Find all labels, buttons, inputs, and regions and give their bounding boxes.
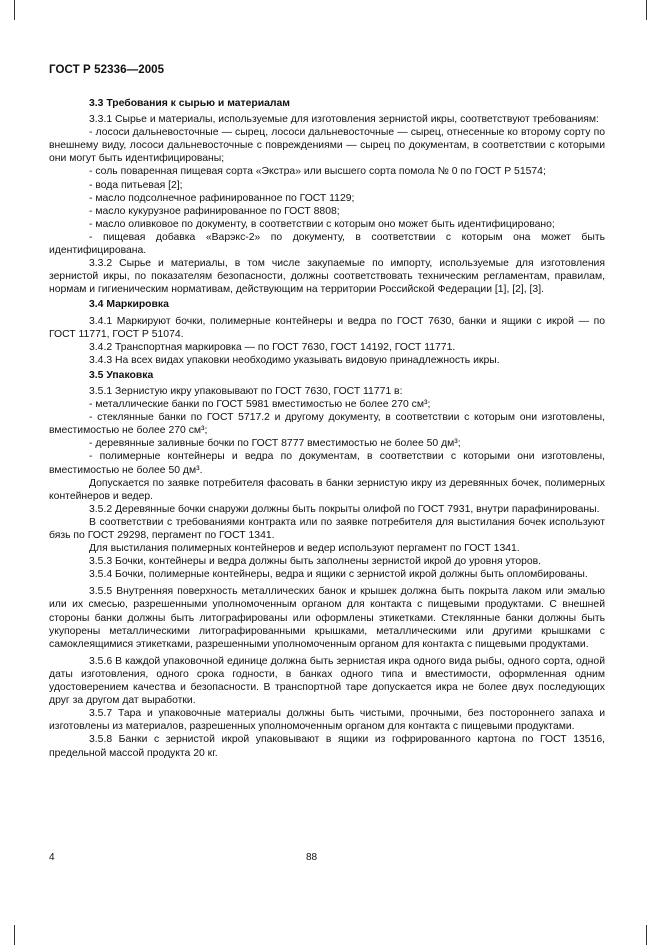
paragraph: - соль поваренная пищевая сорта «Экстра» или высшего сорта помола № 0 по ГОСТ Р 51574; <box>89 166 546 178</box>
paragraph: - вода питьевая [2]; <box>89 179 183 191</box>
paragraph: 3.5.6 В каждой упаковочной единице должна быть зернистая икра одного вида рыбы, одного сорта, одной даты изготовления, одного срока годности, в банках одного типа и вместимости, оформленная одним удостоверением качества и безопасности. В транспортной таре допускается икра не более двух последующих друг за другом дат выработки. <box>49 655 605 707</box>
paragraph: - полимерные контейнеры и ведра по документам, в соответствии с которыми они изготовлены, вместимостью не более 50 дм³. <box>49 451 605 476</box>
paragraph: Допускается по заявке потребителя фасовать в банки зернистую икру из деревянных бочек, полимерных контейнеров и ведер. <box>49 477 605 502</box>
paragraph: - деревянные заливные бочки по ГОСТ 8777 вместимостью не более 50 дм³; <box>89 438 461 450</box>
document-body <box>49 95 605 760</box>
paragraph: 3.4.3 На всех видах упаковки необходимо указывать видовую принадлежность икры. <box>89 354 500 366</box>
paragraph: - металлические банки по ГОСТ 5981 вместимостью не более 270 см³; <box>89 399 431 411</box>
crop-mark-bottom-right <box>646 925 647 945</box>
paragraph: 3.5.1 Зернистую икру упаковывают по ГОСТ 7630, ГОСТ 11771 в: <box>89 385 403 397</box>
paragraph: 3.5.4 Бочки, полимерные контейнеры, ведра и ящики с зернистой икрой должны быть опломбированы. <box>89 569 588 581</box>
document-header: ГОСТ Р 52336—2005 <box>49 64 165 76</box>
sheet-number: 88 <box>306 852 318 863</box>
paragraph: 3.3.1 Сырье и материалы, используемые для изготовления зернистой икры, соответствуют требованиям: <box>89 114 599 126</box>
crop-mark-top-left <box>14 0 15 20</box>
paragraph: - пищевая добавка «Варэкс-2» по документу, в соответствии с которым она может быть идентифицирована. <box>49 231 605 257</box>
paragraph: - стеклянные банки по ГОСТ 5717.2 и другому документу, в соответствии с которым они изготовлены, вместимостью не более 270 см³; <box>49 412 605 437</box>
paragraph: 3.5.5 Внутренняя поверхность металлических банок и крышек должна быть покрыта лаком или эмалью или их смесью, разрешенными уполномоченным органом для контакта с пищевыми продуктами. С внешней стороны банки должны быть литографированы или оформлены этикетками. Стеклянные банки должны быть укупорены металлическими литографированными крышками, металлическими или другими крышками с самоклеящимися этикетками, разрешенными уполномоченным органом для контакта с пищевыми продуктами. <box>49 586 605 650</box>
paragraph: 3.5.7 Тара и упаковочные материалы должны быть чистыми, прочными, без постороннего запаха и изготовлены из материалов, разрешенных уполномоченным органом для контакта с пищевыми продуктами. <box>49 708 605 733</box>
paragraph: Для выстилания полимерных контейнеров и ведер используют пергамент по ГОСТ 1341. <box>89 543 520 555</box>
paragraph: В соответствии с требованиями контракта или по заявке потребителя для выстилания бочек используют бязь по ГОСТ 29298, пергамент по ГОСТ 1341. <box>49 516 605 541</box>
section-heading: 3.5 Упаковка <box>89 369 154 381</box>
paragraph: - лососи дальневосточные — сырец, лососи дальневосточные — сырец, отнесенные ко второму сорту по внешнему виду, лососи дальневосточные с повреждениями — сырец по документам, в соответствии с которыми они могут быть идентифицированы; <box>49 127 605 165</box>
crop-mark-bottom-left <box>14 925 15 945</box>
paragraph: - масло оливковое по документу, в соответствии с которым оно может быть идентифицировано; <box>89 218 555 230</box>
paragraph: - масло подсолнечное рафинированное по ГОСТ 1129; <box>89 192 355 204</box>
paragraph: - масло кукурузное рафинированное по ГОСТ 8808; <box>89 205 340 217</box>
paragraph: 3.5.8 Банки с зернистой икрой упаковывают в ящики из гофрированного картона по ГОСТ 13516, предельной массой продукта 20 кг. <box>49 734 605 759</box>
paragraph: 3.5.3 Бочки, контейнеры и ведра должны быть заполнены зернистой икрой до уровня уторов. <box>89 556 542 568</box>
paragraph: 3.5.2 Деревянные бочки снаружи должны быть покрыты олифой по ГОСТ 7931, внутри парафинированы. <box>89 503 600 515</box>
paragraph: 3.4.2 Транспортная маркировка — по ГОСТ 7630, ГОСТ 14192, ГОСТ 11771. <box>89 341 456 353</box>
paragraph: 3.3.2 Сырье и материалы, в том числе закупаемые по импорту, используемые для изготовления зернистой икры, по показателям безопасности, должны соответствовать техническим регламентам, правилам, нормам и гигиеническим нормативам, действующим на территории Российской Федерации [1], [2], [3]. <box>49 258 605 296</box>
paragraph: 3.4.1 Маркируют бочки, полимерные контейнеры и ведра по ГОСТ 7630, банки и ящики с икрой — по ГОСТ 11771, ГОСТ Р 51074. <box>49 315 605 340</box>
section-heading: 3.4 Маркировка <box>89 299 169 311</box>
crop-mark-top-right <box>646 0 647 20</box>
section-heading: 3.3 Требования к сырью и материалам <box>89 98 290 109</box>
page-number: 4 <box>49 852 55 863</box>
